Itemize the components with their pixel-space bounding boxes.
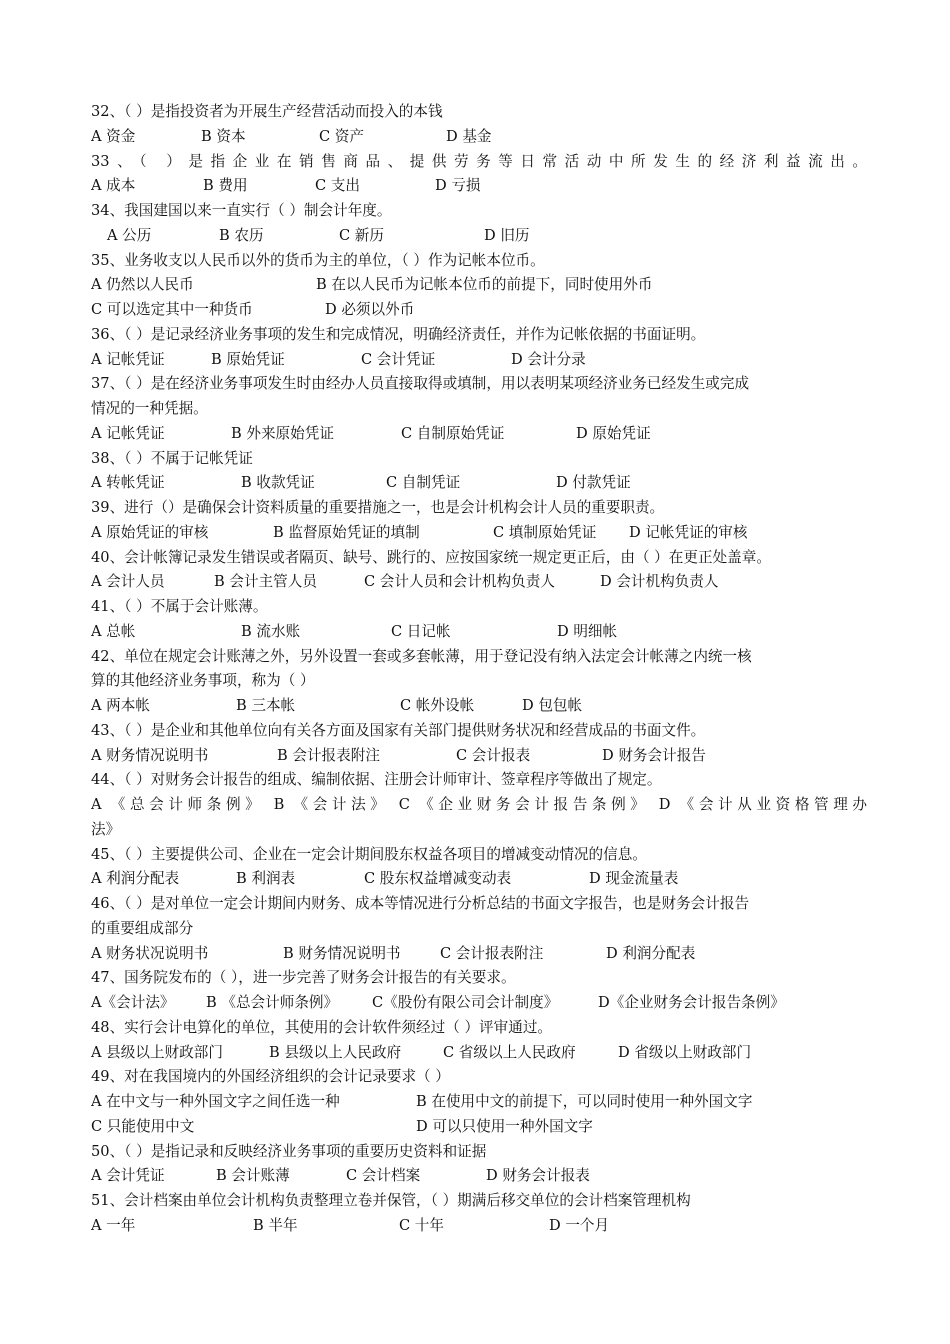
answer-option: A 记帐凭证 (91, 424, 165, 442)
answer-option: C 十年 (399, 1216, 444, 1234)
answer-option: C 支出 (315, 177, 360, 195)
answer-option: A 财务情况说明书 (91, 746, 209, 764)
answer-option: D 会计机构负责人 (600, 573, 719, 591)
answer-option: C 新历 (339, 226, 384, 244)
text-line: 46、（ ）是对单位一定会计期间内财务、成本等情况进行分析总结的书面文字报告，也是财务会计报告 (91, 895, 750, 912)
answer-option: C 只能使用中文 (91, 1117, 195, 1135)
option-row (91, 942, 867, 967)
text-line: 43、（ ）是企业和其他单位向有关各方面及国家有关部门提供财务状况和经营成品的书面文件。 (91, 721, 706, 739)
answer-option: A 利润分配表 (91, 870, 180, 888)
answer-option: D 包包帐 (522, 697, 583, 714)
answer-option: B 县级以上人民政府 (269, 1043, 402, 1061)
text-line: 的重要组成部分 (91, 919, 194, 937)
answer-option: C 会计报表附注 (440, 944, 544, 962)
answer-option: B 在使用中文的前提下，可以同时使用一种外国文字 (416, 1093, 753, 1110)
answer-option: C 填制原始凭证 (493, 523, 597, 541)
answer-option: B 农历 (219, 226, 264, 244)
answer-option: D 旧历 (484, 226, 530, 244)
text-line: 算的其他经济业务事项，称为（ ） (91, 672, 315, 690)
answer-option: C 会计人员和会计机构负责人 (364, 573, 555, 591)
text-line: 36、（ ）是记录经济业务事项的发生和完成情况，明确经济责任，并作为记帐依据的书面证明。 (91, 325, 706, 343)
answer-option: D 利润分配表 (606, 944, 696, 962)
option-row (91, 991, 867, 1016)
answer-option: B 会计主管人员 (214, 573, 317, 591)
option-row (91, 620, 867, 645)
option-row (91, 1214, 867, 1239)
answer-option: C 资产 (319, 127, 364, 145)
answer-option: C 可以选定其中一种货币 (91, 301, 253, 318)
answer-option: B 费用 (203, 177, 248, 195)
text-line: 48、实行会计电算化的单位，其使用的会计软件须经过（ ）评审通过。 (91, 1018, 553, 1036)
answer-option: C 股东权益增减变动表 (364, 870, 512, 888)
justified-text: A 《总会计师条例》 B 《会计法》 C 《企业财务会计报告条例》 D 《会计从业资格管理办 (91, 796, 867, 813)
answer-option: B 在以人民币为记帐本位币的前提下，同时使用外币 (316, 276, 653, 294)
answer-option: A 县级以上财政部门 (91, 1043, 223, 1061)
text-line (91, 793, 867, 818)
option-row (91, 1164, 867, 1189)
answer-option: D 可以只使用一种外国文字 (416, 1117, 593, 1135)
answer-option: B 财务情况说明书 (283, 944, 401, 962)
justified-text: 33、（ ）是指企业在销售商品、提供劳务等日常活动中所发生的经济利益流出。 (91, 152, 867, 170)
answer-option: A 转帐凭证 (91, 474, 165, 492)
answer-option: D 省级以上财政部门 (618, 1043, 752, 1061)
text-line: 情况的一种凭据。 (91, 400, 208, 417)
text-line: 51、会计档案由单位会计机构负责整理立卷并保管，（ ）期满后移交单位的会计档案管理机构 (91, 1192, 691, 1209)
option-row (91, 570, 867, 595)
answer-option: D 亏损 (435, 177, 481, 195)
answer-option: C 会计档案 (346, 1167, 421, 1185)
answer-option: C 帐外设帐 (400, 697, 475, 714)
answer-option: A 成本 (91, 177, 136, 195)
answer-option: B 会计报表附注 (277, 746, 380, 764)
answer-option: A《会计法》 (91, 994, 175, 1011)
answer-option: A 在中文与一种外国文字之间任选一种 (91, 1093, 340, 1110)
answer-option: A 记帐凭证 (91, 350, 165, 368)
option-row (91, 1090, 867, 1115)
answer-option: A 会计凭证 (91, 1167, 165, 1185)
text-line: 45、（ ）主要提供公司、企业在一定会计期间股东权益各项目的增减变动情况的信息。 (91, 845, 647, 863)
text-line: 41、（ ）不属于会计账薄。 (91, 598, 268, 615)
answer-option: A 两本帐 (91, 697, 150, 714)
answer-option: B 监督原始凭证的填制 (273, 523, 420, 541)
answer-option: C 省级以上人民政府 (443, 1043, 576, 1061)
option-row (91, 224, 867, 249)
text-line: 42、单位在规定会计账薄之外，另外设置一套或多套帐薄，用于登记没有纳入法定会计帐薄之内统一核 (91, 647, 752, 665)
answer-option: C 会计报表 (456, 746, 531, 764)
answer-option: D 一个月 (549, 1216, 610, 1234)
text-line: 法》 (91, 820, 121, 838)
answer-option: D 基金 (446, 127, 492, 145)
option-row (91, 1041, 867, 1066)
answer-option: C 日记帐 (391, 622, 451, 640)
answer-option: B 《总会计师条例》 (206, 994, 339, 1011)
answer-option: D 原始凭证 (576, 424, 651, 442)
answer-option: A 总帐 (91, 622, 136, 640)
option-row (91, 273, 867, 298)
answer-option: B 利润表 (236, 870, 296, 888)
option-row (91, 744, 867, 769)
answer-option: A 一年 (91, 1216, 136, 1234)
answer-option: D 记帐凭证的审核 (629, 523, 748, 541)
answer-option: D 明细帐 (557, 622, 618, 640)
option-row (91, 521, 867, 546)
answer-option: B 流水账 (241, 622, 301, 640)
text-line: 40、会计帐簿记录发生错误或者隔页、缺号、跳行的、应按国家统一规定更正后，由（ ）在更正处盖章。 (91, 548, 771, 566)
answer-option: D 财务会计报表 (486, 1167, 590, 1185)
answer-option: B 原始凭证 (211, 350, 285, 368)
option-row (91, 348, 867, 373)
answer-option: A 公历 (107, 226, 152, 244)
text-line: 32、（ ）是指投资者为开展生产经营活动而投入的本钱 (91, 103, 443, 120)
answer-option: B 外来原始凭证 (231, 424, 334, 442)
answer-option: D 财务会计报告 (602, 746, 706, 764)
option-row (91, 471, 867, 496)
text-line: 47、国务院发布的（ ），进一步完善了财务会计报告的有关要求。 (91, 969, 516, 987)
answer-option: D 现金流量表 (589, 870, 679, 888)
answer-option: D 会计分录 (511, 350, 586, 368)
text-line: 34、我国建国以来一直实行（ ）制会计年度。 (91, 202, 392, 219)
answer-option: C 会计凭证 (361, 350, 436, 368)
text-line: 39、进行（）是确保会计资料质量的重要措施之一，也是会计机构会计人员的重要职责。 (91, 499, 665, 516)
answer-option: D 必须以外币 (325, 301, 415, 318)
answer-option: C 自制原始凭证 (401, 424, 505, 442)
answer-option: A 仍然以人民币 (91, 276, 194, 294)
answer-option: D《企业财务会计报告条例》 (598, 994, 785, 1011)
answer-option: A 财务状况说明书 (91, 944, 209, 962)
answer-option: C《股份有限公司会计制度》 (372, 994, 559, 1011)
option-row (91, 422, 867, 447)
text-line: 50、（ ）是指记录和反映经济业务事项的重要历史资料和证据 (91, 1142, 487, 1160)
option-row (91, 1115, 867, 1140)
document-page (91, 100, 867, 1239)
answer-option: A 原始凭证的审核 (91, 523, 209, 541)
answer-option: C 自制凭证 (386, 474, 461, 492)
option-row (91, 125, 867, 150)
text-line: 35、业务收支以人民币以外的货币为主的单位，（ ）作为记帐本位币。 (91, 251, 545, 269)
text-line: 37、（ ）是在经济业务事项发生时由经办人员直接取得或填制，用以表明某项经济业务已经发生或完成 (91, 375, 750, 393)
text-line (91, 150, 867, 175)
answer-option: B 会计账薄 (216, 1167, 290, 1185)
option-row (91, 867, 867, 892)
answer-option: D 付款凭证 (556, 474, 631, 492)
answer-option: B 收款凭证 (241, 474, 315, 492)
option-row (91, 174, 867, 199)
answer-option: A 会计人员 (91, 573, 165, 591)
option-row (91, 694, 867, 719)
text-line: 49、对在我国境内的外国经济组织的会计记录要求（ ） (91, 1068, 450, 1086)
text-line: 44、（ ）对财务会计报告的组成、编制依据、注册会计师审计、签章程序等做出了规定。 (91, 771, 662, 789)
answer-option: B 资本 (201, 127, 246, 145)
text-line: 38、（ ）不属于记帐凭证 (91, 449, 253, 467)
answer-option: B 三本帐 (236, 697, 296, 714)
answer-option: B 半年 (253, 1216, 298, 1234)
option-row (91, 298, 867, 323)
answer-option: A 资金 (91, 127, 136, 145)
